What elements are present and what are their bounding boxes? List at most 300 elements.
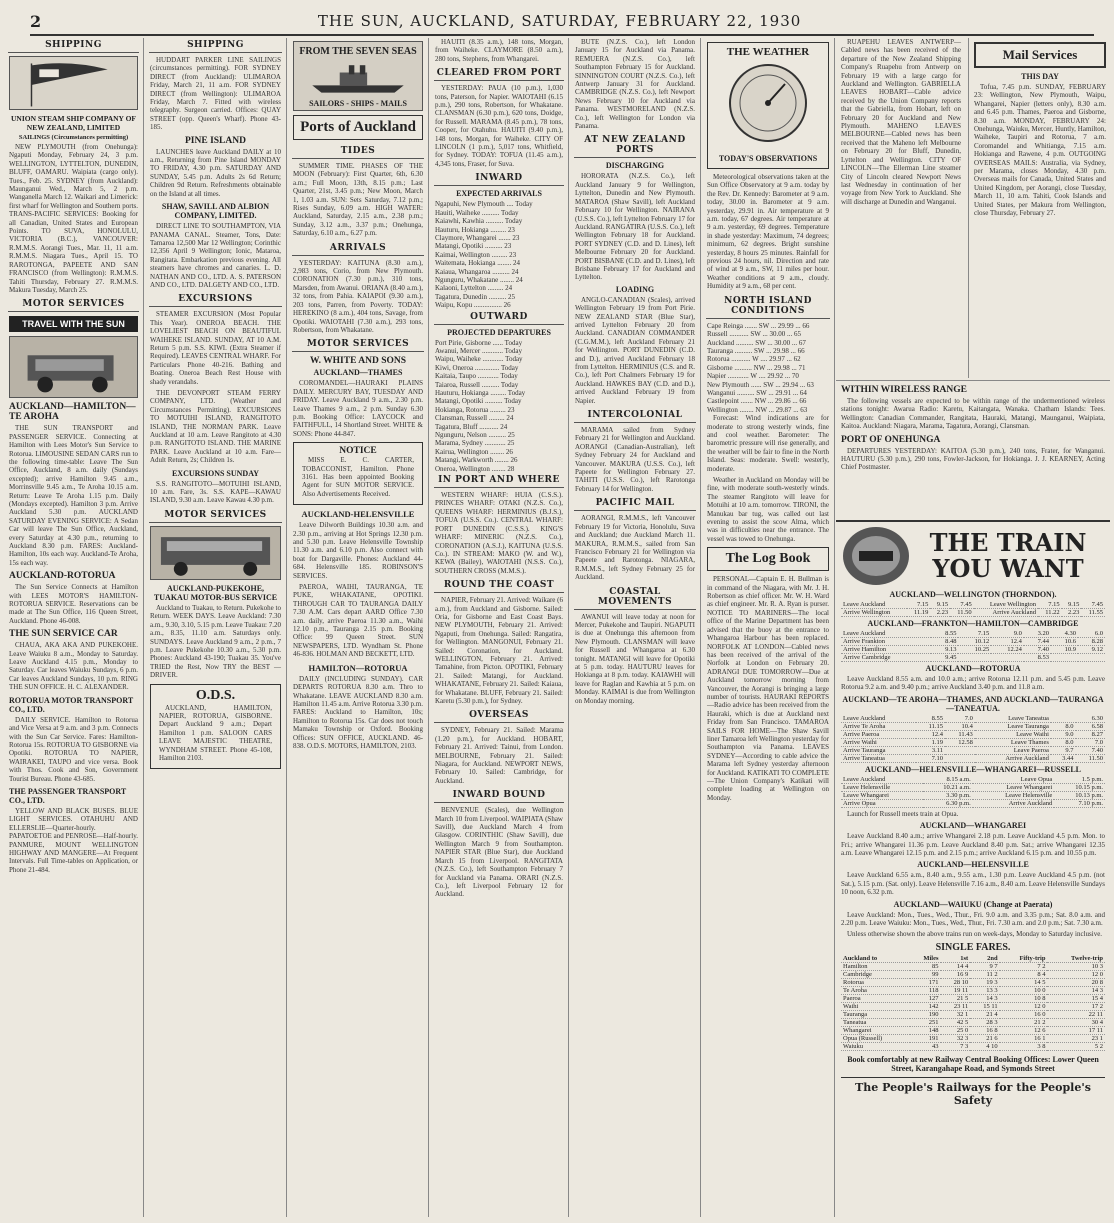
table-row — [841, 1034, 1105, 1042]
in-port-heading: IN PORT AND WHERE — [434, 473, 564, 488]
table-cell: 32 3 — [941, 1034, 971, 1042]
excursion-text: S.S. RANGITOTO—MOTUIHI ISLAND, 10 a.m. Fare, 3s. S.S. KAPE—KAWAU ISLAND, 9.30 a.m. Leave Kawau 4.30 p.m. — [150, 479, 281, 505]
cleared-text: YESTERDAY: PAUA (10 p.m.), 1,030 tons, Paterson, for Napier. WAIOTAHI (6.15 p.m.), 290 tons, Robertson, for Whakatane. CLANSMAN (6.30 p.m.), 620 tons, Doidge, for Russell. MARAMA (8.45 p.m.), 78 tons, Cooper, for Otahuhu. HAUITI (9.40 p.m.), 148 tons, Morgan, for Waiheke. CITY OF LINCOLN (1 p.m.), 5,017 tons, Whitfield, for Sydney. TODAY: TOFUA (11.45 a.m.), 4,345 tons, Fraser, for Suva. — [435, 84, 563, 168]
table-cell: 6.58 — [1076, 722, 1106, 730]
weather-subheading: TODAY'S OBSERVATIONS — [718, 154, 818, 163]
route-text: Auckland to Tuakau, to Return. Pukekohe to Return. WEEK DAYS. Leave Auckland: 7.30 a.m., 9.30, 3.10, 5.15 p.m. Leave Tuakau: 7.20 a.m., 8.35, 11.10 a.m. Saturdays only. SUNDAYS. Leave Auckland 9 a.m., 2 p.m., 7 p.m. Leave Pukekohe 10.30 a.m., 5.30 p.m. Phones: Auckland 43-190; Tuakau 35. You've TRIED the Rest, Now TRY the BEST — DRIVER. — [150, 603, 281, 680]
station-row: Napier ............ W .... 29.92 ... 70 — [707, 372, 799, 381]
table-cell: 20 8 — [1047, 978, 1105, 986]
masthead-title: THE SUN, AUCKLAND, SATURDAY, FEBRUARY 22, 1930 — [317, 12, 802, 30]
table-row — [841, 783, 1105, 791]
forecast-text: Forecast: Wind indications are for moderate to strong westerly winds, fine and cool weather. Barometer: The barometric pressure will rise generally, and the weather will be fair to fine in the North Island. Seas: moderate. Swell: westerly, moderate. Weather in Auckland on Monday will be fine, with moderate south-westerly winds. The steamer Rangitoto will leave for Motuihi at 10 a.m. tomorrow. TIRONI, the Manukau bar tug, was called out last evening to assist the scow Alma, which was in difficulties near the entrance. The vessel was towed to Onehunga. — [707, 414, 829, 543]
table-cell: Leave Opua — [973, 776, 1055, 784]
table-cell: 10 0 — [1000, 986, 1048, 994]
table-cell: Arrive Cambridge — [841, 654, 931, 662]
table-cell: 8.48 — [931, 638, 958, 646]
table-cell — [958, 654, 991, 662]
table-cell — [945, 754, 975, 762]
table-cell: 43 — [910, 1042, 941, 1050]
table-cell: 8.55 — [931, 630, 958, 638]
table-cell: 11.22 — [1038, 609, 1062, 617]
list-item: Waipu, Kopu ................ 26 — [435, 301, 511, 310]
station-row: New Plymouth ...... SW ... 29.94 ... 63 — [707, 380, 814, 389]
excursions-sunday-heading: EXCURSIONS SUNDAY — [171, 468, 260, 478]
table-cell: 10.6 — [1051, 638, 1078, 646]
table-cell: 2.23 — [930, 609, 950, 617]
table-cell: Arrive Frankton — [841, 638, 931, 646]
coastal-text: AWANUI will leave today at noon for Mercer, Pukekohe and Taupiri. NGAPUTI is due at Onehunga this afternoon from New Plymouth. CLANSMAN will leave for Russell and Whangaroa at 6.30 tonight. MATANGI will leave for Opotiki at 5 p.m. today. HAUTURU leaves for Hokianga at 8 p.m. today. KAIAWHI will leave for Raglan and Kawhia at 5 p.m. on Monday. KAIMAI is due from Wellington on Monday morning. — [575, 612, 695, 705]
log-book-box — [707, 547, 829, 571]
list-item: Kaitaia, Taupo ............ Today — [435, 372, 518, 381]
list-item: Hauturu, Hokianga ......... Today — [435, 389, 526, 397]
table-cell: 11.55 — [1081, 609, 1105, 617]
table-cell: 16 9 — [941, 970, 971, 978]
route-text: DAILY SERVICE. Hamilton to Rotorua and Vice Versa at 9 a.m. and 3 p.m. Connects with the Sun Car Service. Fares: Hamilton-Rotorua 15s. ROTORUA TO GISBORNE via Opotiki. ROTORUA TO NAPIER, WAIRAKEI, TAUPO and vice versa. Book with Thos. Cook and Son, Government Tourist Bureau. Phone 43-685. — [9, 715, 138, 783]
table-row — [841, 994, 1105, 1002]
table-cell: 15 4 — [1047, 994, 1105, 1002]
table-row — [841, 1002, 1105, 1010]
shipping-text: DIRECT LINE TO SOUTHAMPTON, VIA PANAMA CANAL. Steamer, Tons, Date: Tamaroa 12,500 Mar 12 Wellington; Corinthic 12,356 April 9 Wellington; Ionic, Mataroa, Rangitata. Embarkation previous evening. All steamers have chromes and canaries. L. D. NATHAN AND CO., LTD. A. S. PATERSON AND CO., LTD. DALGETY AND CO., LTD. — [150, 222, 281, 289]
table-cell: 10 3 — [1047, 962, 1105, 970]
table-cell: Leave Waihi — [975, 730, 1051, 738]
table-cell: 10.13 p.m. — [1054, 791, 1105, 799]
rail-title-row — [841, 525, 1105, 587]
route-text: DAILY (INCLUDING SUNDAY). CAR DEPARTS ROTORUA 8.30 a.m. Thro to Whakatane. LEAVE AUCKLAND 8.30 a.m. Hamilton 11.45 a.m. Arrive Rotorua 3.30 p.m. FARES: Auckland to Hamilton, 10s; Hamilton to Rotorua 15s. Car does not touch Mamaku Township or Oxford. Booking Offices: SUN OFFICE, AUCKLAND. 46-838. O.D.S. MOTORS, HAMILTON, 2103. — [293, 674, 423, 750]
list-item: Tagatura, Dunedin .......... 25 — [435, 292, 515, 301]
sailings-note: SAILINGS (Circumstances permitting) — [18, 134, 129, 141]
table-row — [841, 646, 1105, 654]
car-icon — [10, 337, 137, 397]
table-cell: 7.0 — [1076, 738, 1106, 746]
table-cell: 9.0 — [991, 630, 1024, 638]
table-cell: 142 — [910, 1002, 941, 1010]
table-cell: 17 11 — [1047, 1026, 1105, 1034]
table-cell: 10 8 — [1000, 994, 1048, 1002]
table-cell: Tauranga — [841, 1010, 910, 1018]
table-cell: Te Aroha — [841, 986, 910, 994]
route-heading: HAMILTON—ROTORUA — [308, 662, 408, 673]
outward-list — [435, 339, 563, 474]
motor-services-heading: MOTOR SERVICES — [8, 297, 139, 312]
ferry-heading: PINE ISLAND — [185, 135, 246, 146]
table-cell: 118 — [910, 986, 941, 994]
ports-box — [293, 115, 423, 140]
column-ports-2 — [430, 38, 569, 1217]
shipping-text: HUDDART PARKER LINE SAILINGS (circumstances permitting). FOR SYDNEY DIRECT (from Auckland): ULIMAROA Friday, March 21, 11 a.m. FOR SYDNEY DIRECT (from Wellington): ULIMAROA Friday, March 7. Fitted with wireless telegraphy. Surgeon carried. Offices: QUAY STREET (opp. Queen's Wharf). Phone 43-185. — [150, 56, 281, 132]
table-cell: 12 0 — [1000, 1002, 1048, 1010]
table-cell: 28 10 — [941, 978, 971, 986]
table-cell: 30 4 — [1047, 1018, 1105, 1026]
table-cell: Leave Auckland — [841, 776, 923, 784]
list-item: Ngunguru, Whakatane ........ 24 — [435, 275, 523, 284]
table-cell: 3.44 — [1051, 754, 1076, 762]
table-header-cell: Auckland to — [841, 955, 910, 963]
station-row: Wanganui .......... SW ... 29.91 ... 64 — [707, 388, 807, 397]
table-cell: 10.15 p.m. — [1054, 783, 1105, 791]
weather-box — [707, 42, 829, 169]
list-item: Taiaroa, Russell .......... Today — [435, 380, 519, 389]
bus-icon — [151, 527, 280, 579]
table-cell: 8 4 — [1000, 970, 1048, 978]
route-text: Leave Dilworth Buildings 10.30 a.m. and 2.30 p.m., arriving at Hot Springs 12.30 p.m. and 5.30 p.m. Leave Helensville Township 11.30 a.m. and 6.10 p.m. Also connect with boat for Dargaville. Phones: Auckland 44-684. Helensville 185. ROBINSON'S SERVICES. — [293, 521, 423, 580]
table-cell: 11.43 — [945, 730, 975, 738]
rail-route-heading: AUCKLAND—ROTORUA — [925, 664, 1021, 673]
rail-route-text: Leave Auckland 6.55 a.m., 8.40 a.m., 9.55 a.m., 1.30 p.m. Leave Auckland 4.5 p.m. (not Sat.), 5.15 p.m. (Sat. only). Leave Helensville 7.16 a.m., 8.40 a.m. Leave Helensville Sundays 10 noon, 6.32 p.m. — [841, 871, 1105, 897]
onehunga-text: DEPARTURES YESTERDAY: KAITOA (5.30 p.m.), 240 tons, Frater, for Wanganui. HAUTURU (5.30 p.m.), 290 tons, Fowler-Jackson, for Hokianga. J. J. KEARNEY, Acting Chief Postmaster. — [841, 446, 1105, 472]
table-row — [841, 799, 1105, 807]
rail-timetable — [841, 630, 1105, 662]
table-cell: 28 3 — [970, 1018, 999, 1026]
table-cell: Arrive Waihi — [841, 738, 916, 746]
list-item: Hauturu, Hokianga ......... 23 — [435, 225, 515, 234]
list-item: Hauiti, Waiheke .......... Today — [435, 208, 519, 217]
table-cell: 3.20 — [1024, 630, 1051, 638]
rail-route-heading: AUCKLAND—FRANKTON—HAMILTON—CAMBRIDGE — [867, 619, 1079, 628]
motor-services-heading: MOTOR SERVICES — [292, 337, 424, 352]
inward-list — [435, 200, 563, 309]
station-row: Gisborne .......... NW ... 29.98 ... 71 — [707, 363, 806, 372]
route-heading: THE PASSENGER TRANSPORT CO., LTD. — [9, 786, 127, 805]
table-cell — [1051, 654, 1078, 662]
table-cell: 21 4 — [970, 1010, 999, 1018]
table-header-cell: Fifty-trip — [1000, 955, 1048, 963]
flag-illustration — [9, 56, 138, 110]
table-cell: 12.24 — [991, 646, 1024, 654]
station-row: Tauranga .......... SW ... 29.98 ... 66 — [707, 346, 805, 355]
table-cell: Waihi — [841, 1002, 910, 1010]
intercolonial-heading: INTERCOLONIAL — [574, 408, 696, 423]
table-cell: 7.40 — [1076, 746, 1106, 754]
weather-heading: THE WEATHER — [726, 46, 810, 58]
route-text: THE SUN TRANSPORT and PASSENGER SERVICE. Connecting at Hamilton with Lees Motor's Sun Service to Rotorua. LIMOUSINE SEDAN CARS run to the following time-table: Leave The Sun Office, Auckland, 8 a.m. daily (Sundays excepted); arrive Hamilton 9.45 a.m., Morrinsville 9.45 a.m., Te Aroha 10.15 a.m. Return: Leave Te Aroha 1.15 p.m. Daily (Mondays excepted). Hamilton 3 p.m. Arrive Auckland 5.30 p.m. AUCKLAND SATURDAY EVENING SERVICE: A Sedan Car will leave The Sun Office, Auckland, every Saturday at 4.30 p.m., returning to Auckland 8.30 p.m. FARES: Auckland-Hamilton, 10s each way. Auckland-Te Aroha, 15s each way. — [9, 424, 138, 567]
table-cell: 15 11 — [970, 1002, 999, 1010]
table-cell: 14 3 — [1047, 986, 1105, 994]
table-cell — [991, 654, 1024, 662]
table-cell: 23 11 — [941, 1002, 971, 1010]
table-cell: Leave Auckland — [841, 630, 931, 638]
log-book-text: PERSONAL—Captain E. H. Bullman is in command of the Niagara, with Mr. J. H. Robertson as chief officer. Mr. W. H. Ward as chief engineer. Mr. R. A. Ryan is purser. NOTICE TO MARINERS—The local office of the Marine Department has been advised that the buoy at the entrance to Whangaroa Harbour has been replaced. NORFOLK AT LONDON—Cabled news has been received of the arrival of the Norfolk at London on February 20. ADRANGI DUE TOMORROW—Due at Auckland tomorrow morning from Vancouver, the Aorangi is bringing a large number of tourists. HAURAKI REPORTS—Radio advice has been received from the Hauraki, which is due at Auckland next Friday from San Francisco. TAMAROA SAILS FOR HOME—The Shaw Savill liner Tamaroa left Wellington yesterday for Southampton via Panama. LEAVES SYDNEY—According to cable advice the Marama left Sydney yesterday afternoon for Auckland. KATIKATI TO COMPLETE—The Union Company's Katikati will complete loading at Wellington on Monday. — [707, 575, 829, 802]
motor-services-heading: MOTOR SERVICES — [149, 508, 282, 523]
table-row — [841, 715, 1105, 723]
table-cell — [1078, 654, 1105, 662]
table-cell: 12.4 — [916, 730, 945, 738]
inward-bound-heading: INWARD BOUND — [434, 788, 564, 803]
table-row — [841, 1018, 1105, 1026]
shipping-news-text: RUAPEHU LEAVES ANTWERP—Cabled news has been received of the departure of the New Zealand Shipping Company's Ruapehu from Antwerp on February 19 with a large cargo for Auckland and Wellington. GABRIELLA LEAVES HOBART—Cable advice received by the Union Company reports that the Gabriella, from Hobart, left on February 20 for Auckland and New Plymouth. MAHENO LEAVES MELBOURNE—Cabled news has been received that the Maheno left Melbourne on February 20 for Bluff, Dunedin, Lyttelton and Wellington. CITY OF LINCOLN—The Ellerman Line steamer City of Lincoln cleared Newport News last Wednesday in continuation of her voyage from New York to Auckland. She will discharge at Dunedin and Wanganui. — [841, 38, 961, 206]
inward-bound-text: BENVENUE (Scales), due Wellington March 10 from Liverpool. WAIPIATA (Shaw Savill), due Auckland March 4 from Glasgow. CORINTHIC (Shaw Savill), due Wellington March 9 from Southampton. NAPIER STAR (Blue Star), due Auckland March 15 from Liverpool. RANGITATA (N.Z.S. Co.), left Southampton February 7 for Auckland via Panama. ORARI (N.Z.S. Co.), left Liverpool February 12 for Auckland. — [435, 806, 563, 899]
table-cell: 191 — [910, 1034, 941, 1042]
company-name: SHAW, SAVILL AND ALBION COMPANY, LIMITED. — [161, 202, 270, 221]
table-cell: 3.30 p.m. — [923, 791, 973, 799]
list-item: Awanui, Mercer ............ Today — [435, 346, 522, 355]
route-heading: AUCKLAND-ROTORUA — [9, 571, 116, 582]
table-cell: Arrive Tauranga — [841, 746, 916, 754]
table-cell: 9.45 — [931, 654, 958, 662]
table-cell: 10.21 a.m. — [923, 783, 973, 791]
railway-crest-icon — [841, 525, 911, 587]
table-cell: 25 0 — [941, 1026, 971, 1034]
list-item: Matangi, Opotiki .......... 23 — [435, 242, 512, 251]
column-ports-3 — [570, 38, 701, 1217]
ods-box — [150, 684, 281, 770]
page-number: 2 — [30, 11, 42, 31]
table-cell: 19 11 — [941, 986, 971, 994]
mail-services-heading: Mail Services — [1002, 47, 1078, 62]
table-cell: 11.19 — [907, 609, 931, 617]
ods-heading: O.D.S. — [195, 687, 236, 703]
list-item: Tagatura, Bluff ........... 24 — [435, 422, 508, 431]
table-cell: 7.15 — [907, 601, 931, 609]
table-cell: 8.27 — [1076, 730, 1106, 738]
route-heading: THE SUN SERVICE CAR — [9, 629, 118, 640]
list-item: Kaiaua, Whangaroa .......... 24 — [435, 267, 519, 276]
list-item: Matangi, Warkworth ........ 26 — [435, 456, 518, 465]
rail-route-text: Leave Auckland 8.40 a.m.; arrive Whangarei 2.18 p.m. Leave Auckland 4.5 p.m. Mon. to Fri.; arrive Whangarei 11.36 p.m. Leave Auckland 8.40 p.m. Sat.; arrive Whangarei 12.35 a.m. Leave Whangarei 12.15 p.m. and 2.15 p.m.; arrive Auckland 6.15 p.m. and 10.55 p.m. — [841, 832, 1105, 858]
in-port-text: WESTERN WHARF: HUIA (C.S.S.). PRINCES WHARF: OTAKI (N.Z.S. Co.), QUEENS WHARF: HERMINIUS (B.J.S.), TOFUA (U.S.S. Co.). CENTRAL WHARF: PORT DUNEDIN (C.S.S.). KING'S WHARF: MINERIC (N.Z.S. Co.), CORONATION (A.S.J.), KAITUNA (U.S.S. Co.). IN STREAM: MAKO (W. and W.), KEWA (Bailey), WAIOTAHI (N.S.S. Co.), SOUTHERN CROSS (M.M.S.). — [435, 491, 563, 575]
booking-offices: Book comfortably at new Railway Central Booking Offices: Lower Queen Street, Karangahape Road, and Symonds Street — [847, 1054, 1099, 1073]
column-shipping-1 — [4, 38, 144, 1217]
table-cell: Leave Auckland — [841, 601, 907, 609]
table-cell: 5 2 — [1047, 1042, 1105, 1050]
column-heading: SHIPPING — [149, 38, 282, 53]
list-item: Ngunguru, Nelson .......... 25 — [435, 431, 515, 440]
table-cell: Arrive Hamilton — [841, 646, 931, 654]
mail-services-column — [968, 38, 1111, 378]
list-item: Claymore, Whangarei ....... 23 — [435, 233, 520, 242]
table-cell: 12.4 — [991, 638, 1024, 646]
table-cell: 7 2 — [1000, 962, 1048, 970]
rail-note: Launch for Russell meets train at Opua. — [847, 809, 959, 818]
table-cell — [1051, 715, 1076, 723]
inward-subheading: EXPECTED ARRIVALS — [456, 189, 542, 199]
table-cell: 9.15 — [930, 601, 950, 609]
table-cell: 7.10 — [916, 754, 945, 762]
table-cell: 19 3 — [970, 978, 999, 986]
route-heading: AUCKLAND-HELENSVILLE — [301, 509, 415, 520]
table-cell: 171 — [910, 978, 941, 986]
rail-route-heading: AUCKLAND—TE AROHA—THAMES, AND AUCKLAND—TAURANGA—TANEATUA. — [842, 694, 1104, 713]
table-cell: 16 0 — [1000, 1010, 1048, 1018]
table-cell: Leave Whangarei — [973, 783, 1055, 791]
table-cell: 190 — [910, 1010, 941, 1018]
barometer-icon — [713, 58, 823, 148]
table-cell: 7.40 — [1024, 646, 1051, 654]
table-cell: Arrive Auckland — [973, 799, 1055, 807]
table-cell: 9.0 — [1051, 730, 1076, 738]
table-cell: 9.7 — [1051, 746, 1076, 754]
table-cell: Leave Tauranga — [975, 722, 1051, 730]
arrivals-text: HAUITI (8.35 a.m.), 148 tons, Morgan, from Waiheke. CLAYMORE (8.50 a.m.), 280 tons, Stephens, from Whangarei. — [435, 38, 563, 63]
table-row — [841, 722, 1105, 730]
table-cell: 7.15 — [1038, 601, 1062, 609]
table-cell: 6.30 p.m. — [923, 799, 973, 807]
list-item: Matangi, Opotiki .......... Today — [435, 397, 522, 406]
table-cell: 10.12 — [958, 638, 991, 646]
table-cell: 12 6 — [1000, 1026, 1048, 1034]
table-cell: Leave Taneatua — [975, 715, 1051, 723]
table-cell: 3.11 — [916, 746, 945, 754]
log-book-heading: The Log Book — [725, 551, 811, 567]
excursions-heading: EXCURSIONS — [149, 292, 282, 307]
rail-slogan: The People's Railways for the People's Safety — [841, 1077, 1105, 1110]
table-cell: 11 2 — [970, 970, 999, 978]
table-cell: Leave Helensville — [973, 791, 1055, 799]
wireless-section — [836, 380, 1110, 519]
rail-timetable — [841, 601, 1105, 617]
table-cell: 1.19 — [916, 738, 945, 746]
rail-route-heading: AUCKLAND—WAIUKU (Change at Paerata) — [893, 899, 1053, 909]
table-cell: 9.15 — [1062, 601, 1082, 609]
table-cell: Whangarei — [841, 1026, 910, 1034]
stations-list — [707, 322, 829, 414]
table-cell: 8.28 — [1078, 638, 1105, 646]
table-cell: 8.0 — [1051, 738, 1076, 746]
discharging-text: HORORATA (N.Z.S. Co.), left Auckland January 9 for Wellington, Lyttelton, Dunedin and New Plymouth. MATAROA (Shaw Savill), left Auckland February 10 for Wellington. NAIRANA (U.S.S. Co.), left Lyttelton February 17 for Auckland. RANGATIRA (U.S.S. Co.), left Wellington February 18 for Auckland. PORT SYDNEY (C.D. and D. Lines), left Melbourne February 20 for Auckland. PORT BISBANE (C.D. and D. Lines), left Brisbane February 17 for Auckland and Lyttelton. — [575, 172, 695, 282]
station-row: Russell ........... SW ... 30.00 ... 65 — [707, 330, 801, 339]
list-item: Hokianga, Rotorua ......... 23 — [435, 405, 515, 414]
notice-box — [293, 442, 423, 505]
table-row — [841, 776, 1105, 784]
route-text: The Sun Service Connects at Hamilton with LEES MOTOR'S HAMILTON-ROTORUA SERVICE. Reservations can be made at The Sun Office, 116 Queen Street, Auckland. Phone 46-008. — [9, 583, 138, 625]
table-cell: 21 2 — [1000, 1018, 1048, 1026]
table-cell: 10.4 — [945, 722, 975, 730]
nz-ports-heading: AT NEW ZEALAND PORTS — [574, 133, 696, 158]
route-text: COROMANDEL—HAURAKI PLAINS DAILY. MERCURY BAY, TUESDAY AND FRIDAY. Leave Auckland 9 a.m., 2.30 p.m. Leave Thames 9 a.m., 2 p.m. Sunday 6.30 p.m. Booking Office: LAYCOCK and FAITHFULL, 14 Shortland Street. WHITE & SONS: Phone 44-847. — [293, 379, 423, 438]
table-cell: Leave Helensville — [841, 783, 923, 791]
table-row — [841, 738, 1105, 746]
motor-bus-photo — [150, 526, 281, 580]
discharging-subheading: DISCHARGING — [605, 161, 665, 171]
table-cell: 12.58 — [945, 738, 975, 746]
table-cell: 99 — [910, 970, 941, 978]
route-text: CHAUA, AKA AKA AND PUKEKOHE. Leave Waiuku 8 a.m., Monday to Saturday. Leave Auckland 4.15 p.m., Monday to Saturday. Car leaves Waiuku Sundays, 6 p.m. Car leaves Auckland Sundays, 10 p.m. RING THE SUN OFFICE. H. C. ALEXANDER. — [9, 641, 138, 692]
company-name: W. WHITE AND SONS — [309, 356, 407, 367]
table-cell: 32 1 — [941, 1010, 971, 1018]
table-row — [841, 754, 1105, 762]
banner-subtitle: SAILORS - SHIPS - MAILS — [309, 99, 407, 108]
table-cell: 7.15 — [958, 630, 991, 638]
table-cell: Leave Thames — [975, 738, 1051, 746]
table-cell: 14 3 — [970, 994, 999, 1002]
table-row — [841, 746, 1105, 754]
table-cell: Taneatua — [841, 1018, 910, 1026]
table-row — [841, 638, 1105, 646]
table-cell: Arrive Taneatua — [841, 754, 916, 762]
rail-route-heading: AUCKLAND—WELLINGTON (THORNDON). — [889, 590, 1057, 599]
ferry-text: LAUNCHES leave Auckland DAILY at 10 a.m., Returning from Pine Island MONDAY TO FRIDAY, 4.30 p.m. SATURDAY AND SUNDAY, 5.45 p.m. Adults 2s 6d Return; Children 9d Return. Refreshments obtainable on the Island at all times. — [150, 147, 281, 198]
column-news — [836, 38, 966, 378]
observations-text: Meteorological observations taken at the Sun Office Observatory at 9 a.m. today by the Rev. Dr. Kennedy: Barometer at 9 a.m. today, 30.00 in. Barometer at 9 a.m. yesterday, 29.91 in. Air temperature at 9 a.m. today, 67 degrees. Air temperature at 9 a.m. yesterday, 69 degrees. Temperature in shade yesterday: Maximum, 74 degrees; minimum, 62 degrees. Bright sunshine yesterday, 8 hours 25 minutes. Rainfall for previous 24 hours, nil. Direction and rate of wind at 9 a.m., SW, 11 miles per hour. Weather conditions at 9 a.m., cloudy. Humidity at 9 a.m., 68 per cent. — [707, 173, 829, 291]
station-row: Auckland .......... SW ... 30.00 ... 67 — [707, 338, 806, 347]
north-island-heading: NORTH ISLAND CONDITIONS — [706, 294, 830, 319]
mail-services-box — [974, 42, 1106, 68]
table-cell: Hamilton — [841, 962, 910, 970]
seven-seas-banner — [293, 41, 423, 111]
railway-advertisement — [836, 520, 1110, 1217]
table-header-row — [841, 955, 1105, 963]
table-cell: 9.13 — [931, 646, 958, 654]
table-header-cell: Miles — [910, 955, 941, 963]
pacific-mail-text: AORANGI, R.M.M.S., left Vancouver February 19 for Victoria, Honolulu, Suva and Auckland; due Auckland March 11. MAKURA, R.M.M.S., sailed from San Francisco February 21 for Wellington via Papeete and Rarotonga. NIAGARA, R.M.M.S., left Sydney February 25 for Auckland. — [575, 514, 695, 582]
table-cell: 7 3 — [941, 1042, 971, 1050]
list-item: Marama, Sydney ............ 25 — [435, 439, 515, 448]
table-row — [841, 601, 1105, 609]
table-cell: 16 1 — [1000, 1034, 1048, 1042]
table-row — [841, 630, 1105, 638]
table-cell: 9 7 — [970, 962, 999, 970]
column-ports-1 — [288, 38, 429, 1217]
table-row — [841, 962, 1105, 970]
mail-subheading: THIS DAY — [1021, 72, 1059, 81]
rail-note: Unless otherwise shown the above trains run on week-days, Monday to Saturday inclusive. — [847, 930, 1103, 939]
table-cell: 4 10 — [970, 1042, 999, 1050]
table-cell: Arrive Auckland — [974, 609, 1038, 617]
inward-bound-text: BUTE (N.Z.S. Co.), left London January 15 for Auckland via Panama. REMUERA (N.Z.S. Co.), left Southampton February 15 for Auckland. SINNINGTON COURT (N.Z.S. Co.), left Antwerp January 31 for Auckland. CAMBRIDGE (N.Z.S. Co.), left Newport News February 10 for Auckland via Panama. WESTMORELAND (N.Z.S. Co.), left Wellington for London via Panama. — [575, 38, 695, 131]
table-cell: 21 5 — [941, 994, 971, 1002]
table-cell: 23 1 — [1047, 1034, 1105, 1042]
table-cell: Arrive Te Aroha — [841, 722, 916, 730]
overseas-heading: OVERSEAS — [434, 708, 564, 723]
list-item: Kaimai, Wellington ......... 23 — [435, 250, 517, 259]
table-cell: Leave Whangarei — [841, 791, 923, 799]
table-cell: Opua (Russell) — [841, 1034, 910, 1042]
table-cell: 8.15 a.m. — [923, 776, 973, 784]
table-cell: 42 5 — [941, 1018, 971, 1026]
table-row — [841, 654, 1105, 662]
table-cell: 4.30 — [1051, 630, 1078, 638]
table-cell: Leave Auckland — [841, 715, 916, 723]
shipping-text: NEW PLYMOUTH (from Onehunga): Ngaputi Monday, February 24, 3 p.m. WELLINGTON, LYTTELTON, DUNEDIN, BLUFF, OAMARU. Waipiata (cargo only). Tues., Feb. 25. SYDNEY (from Auckland): Maunganui Wed., March 5, 2 p.m. Wanganella March 12. Waikari and Limerick: first wharf for Wellington and Southern ports. TRANS-PACIFIC SERVICES: Booking for all Canadian, United States and European Points. TO SUVA, HONOLULU, VICTORIA (B.C.), VANCOUVER: R.M.M.S. Aorangi Tues., Mar. 11, 11 a.m. R.M.M.S. Niagara Tues., April 15. TO RAROTONGA, PAPEETE AND SAN FRANCISCO (from Wellington): R.M.M.S. Tahiti Thursday, February 27. R.M.M.S. Makura Tuesday, March 25. — [9, 143, 138, 294]
list-item: Kiwi, Oneroa .............. Today — [435, 363, 519, 372]
table-cell: 251 — [910, 1018, 941, 1026]
table-cell: 8.0 — [1051, 722, 1076, 730]
table-header-cell: 2nd — [970, 955, 999, 963]
list-item: Waitemata, Hokianga ........ 24 — [435, 259, 520, 268]
table-cell: 13 3 — [970, 986, 999, 994]
table-cell: 8.55 — [916, 715, 945, 723]
table-cell: 7.0 — [945, 715, 975, 723]
ods-text: AUCKLAND, HAMILTON, NAPIER, ROTORUA, GISBORNE. Depart Auckland 9 a.m.; Depart Hamilton 1 p.m. SALOON CARS LEAVE MAJESTIC THEATRE, WYNDHAM STREET. Phone 45-108, Hamilton 2103. — [159, 703, 272, 762]
notice-heading: NOTICE — [339, 446, 377, 457]
notice-text: MISS E. C. CARTER, TOBACCONIST, Hamilton. Phone 3161. Has been appointed Booking Agent for SUN MOTOR SERVICE. Also Advertisements Received. — [302, 456, 414, 498]
arrivals-text: YESTERDAY: KAITUNA (8.30 a.m.), 2,983 tons, Corio, from New Plymouth. CORONATION (7.30 p.m.), 310 tons, Marsden, from Awanui. ORIANA (8.40 a.m.), 32 tons, from Pahia. KAIAPOI (9.30 a.m.), 203 tons, Parren, from Poverty. TODAY: HEREKINO (8 a.m.), 404 tons, Savage, from Opotiki. WAIOTAHI (7.30 a.m.), 293 tons, Robertson, from Whakatane. — [293, 258, 423, 334]
table-cell: 7.10 p.m. — [1054, 799, 1105, 807]
table-row — [841, 1042, 1105, 1050]
excursion-text: STEAMER EXCURSION (Most Popular This Year). ONEROA BEACH. THE LOVELIEST BEACH ON BEAUTIFUL WAIHEKE ISLAND. SUNDAY, AT 10 A.M. Return 5 p.m. S.S. KIWI. (Extra Steamer if Required). LEAVES CENTRAL WHARF. For Particulars Phone 40-216. Bathing and Boating. Oneroa Beach Rest House with shady verandahs. — [150, 310, 281, 386]
rail-route-heading: AUCKLAND—WHANGAREI — [919, 821, 1027, 831]
cleared-heading: CLEARED FROM PORT — [434, 66, 564, 81]
station-row: Wellington ........ NW ... 29.87 ... 63 — [707, 405, 808, 414]
station-row: Cape Reinga ....... SW ... 29.99 ... 66 — [707, 321, 810, 330]
outward-heading: OUTWARD — [434, 310, 564, 325]
station-row: Rotorua ........... W .... 29.97 ... 62 — [707, 355, 801, 364]
column-shipping-2 — [145, 38, 287, 1217]
route-text: PAEROA, WAIHI, TAURANGA, TE PUKE, WHAKATANE, OPOTIKI. THROUGH CAR TO TAURANGA DAILY 7.30 A.M. Cars depart AARD Office 7.30 a.m. daily, arrive Paeroa 11.30 a.m., Waihi 12.10 p.m., Tauranga 2.15 p.m. Booking Office: 99 Queen Street. SUN NEWSPAPERS, LTD. Wyndham St. Phone 46-836. HOLMAN AND BECKETT, LTD. — [293, 583, 423, 659]
table-cell: 11.50 — [1076, 754, 1106, 762]
table-cell: 7.44 — [1024, 638, 1051, 646]
arrivals-heading: ARRIVALS — [292, 241, 424, 256]
table-row — [841, 1026, 1105, 1034]
table-row — [841, 970, 1105, 978]
outward-subheading: PROJECTED DEPARTURES — [447, 327, 551, 337]
table-row — [841, 609, 1105, 617]
table-row — [841, 791, 1105, 799]
table-cell: Leave Paeroa — [975, 746, 1051, 754]
table-cell: Arrive Auckland — [975, 754, 1051, 762]
company-name: UNION STEAM SHIP COMPANY OF NEW ZEALAND, LIMITED — [10, 114, 136, 132]
table-cell: 16 8 — [970, 1026, 999, 1034]
table-cell: 10.25 — [958, 646, 991, 654]
